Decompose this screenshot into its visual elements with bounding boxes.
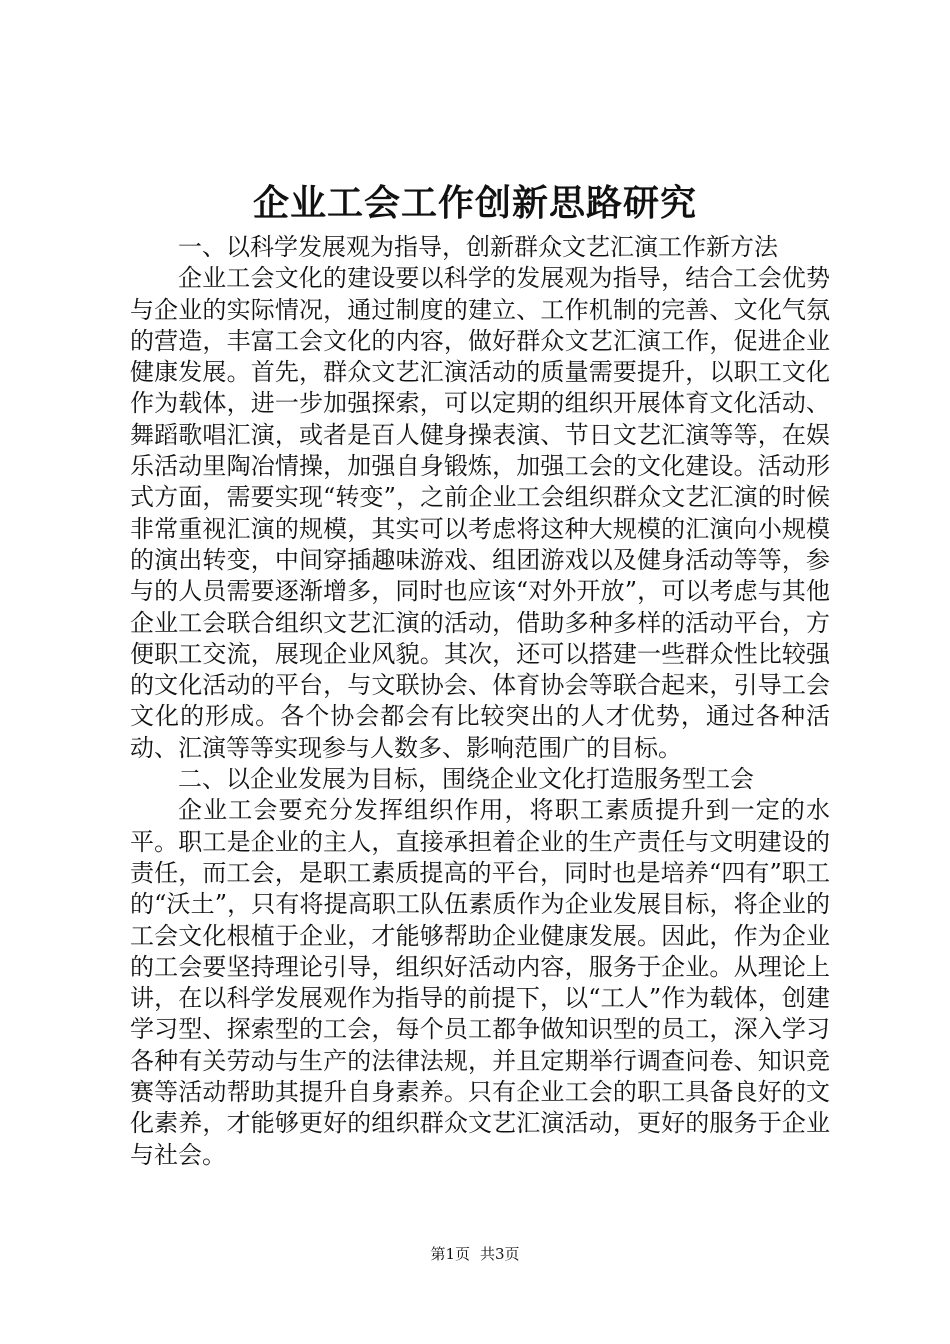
page-number-current: 第1页 [430,1245,470,1263]
body-paragraph-1: 企业工会文化的建设要以科学的发展观为指导，结合工会优势与企业的实际情况，通过制度的建立、工作机制的完善、文化气氛的营造，丰富工会文化的内容，做好群众文艺汇演工作，促进企业健康发展。首先，群众文艺汇演活动的质量需要提升，以职工文化作为载体，进一步加强探索，可以定期的组织开展体育文化活动、舞蹈歌唱汇演，或者是百人健身操表演、节日文艺汇演等等，在娱乐活动里陶冶情操，加强自身锻炼，加强工会的文化建设。活动形式方面，需要实现“转变”，之前企业工会组织群众文艺汇演的时候非常重视汇演的规模，其实可以考虑将这种大规模的汇演向小规模的演出转变，中间穿插趣味游戏、组团游戏以及健身活动等等，参与的人员需要逐渐增多，同时也应该“对外开放”，可以考虑与其他企业工会联合组织文艺汇演的活动，借助多种多样的活动平台，方便职工交流，展现企业风貌。其次，还可以搭建一些群众性比较强的文化活动的平台，与文联协会、体育协会等联合起来，引导工会文化的形成。各个协会都会有比较突出的人才优势，通过各种活动、汇演等等实现参与人数多、影响范围广的目标。 [130,264,830,762]
document-body [130,232,830,1171]
page-footer [0,1244,950,1264]
section-heading-2: 二、以企业发展为目标，围绕企业文化打造服务型工会 [178,765,754,794]
document-title: 企业工会工作创新思路研究 [252,182,697,224]
section-heading-1: 一、以科学发展观为指导，创新群众文艺汇演工作新方法 [178,233,778,261]
body-paragraph-2: 企业工会要充分发挥组织作用，将职工素质提升到一定的水平。职工是企业的主人，直接承担着企业的生产责任与文明建设的责任，而工会，是职工素质提高的平台，同时也是培养“四有”职工的“沃土”，只有将提高职工队伍素质作为企业发展目标，将企业的工会文化根植于企业，才能够帮助企业健康发展。因此，作为企业的工会要坚持理论引导，组织好活动内容，服务于企业。从理论上讲，在以科学发展观作为指导的前提下，以“工人”作为载体，创建学习型、探索型的工会，每个员工都争做知识型的员工，深入学习各种有关劳动与生产的法律法规，并且定期举行调查问卷、知识竞赛等活动帮助其提升自身素养。只有企业工会的职工具备良好的文化素养，才能够更好的组织群众文艺汇演活动，更好的服务于企业与社会。 [130,796,830,1169]
page-number-total: 共3页 [480,1245,520,1263]
